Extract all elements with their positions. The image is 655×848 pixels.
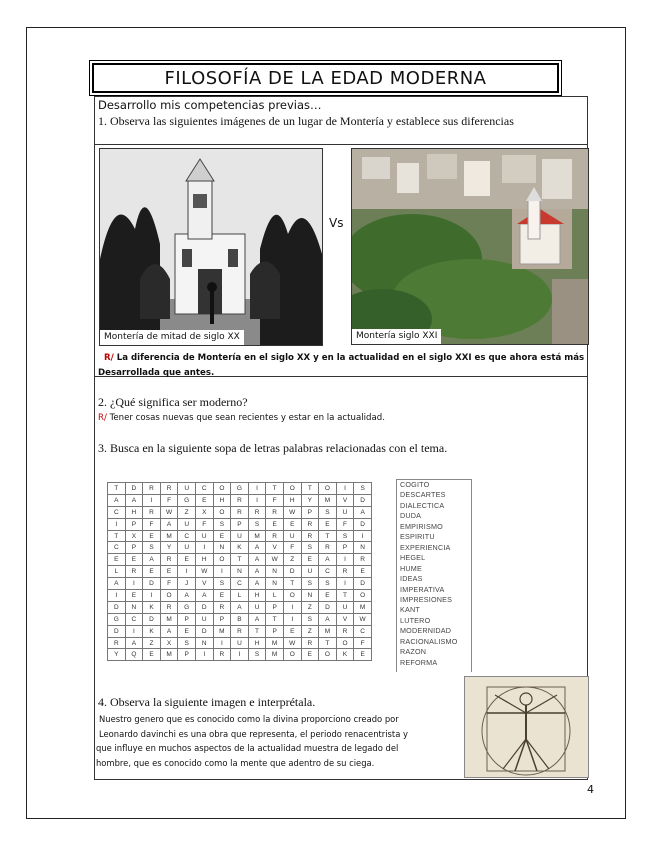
grid-cell: N	[301, 590, 319, 602]
grid-cell: D	[195, 625, 213, 637]
grid-cell: T	[266, 613, 284, 625]
grid-cell: E	[108, 554, 126, 566]
grid-cell: U	[231, 530, 249, 542]
grid-cell: T	[336, 590, 354, 602]
grid-cell: V	[336, 494, 354, 506]
grid-row	[108, 483, 372, 495]
grid-cell: Y	[301, 494, 319, 506]
grid-cell: F	[160, 494, 178, 506]
grid-cell: X	[160, 637, 178, 649]
grid-cell: R	[160, 601, 178, 613]
grid-row	[108, 554, 372, 566]
photo-monteria-new	[351, 148, 589, 345]
grid-cell: P	[125, 518, 143, 530]
grid-cell: V	[336, 613, 354, 625]
grid-cell: W	[283, 506, 301, 518]
grid-row	[108, 542, 372, 554]
word-list-item: EMPIRISMO	[400, 521, 443, 531]
grid-cell: C	[231, 578, 249, 590]
grid-cell: R	[248, 506, 266, 518]
grid-cell: S	[178, 637, 196, 649]
grid-cell: H	[248, 590, 266, 602]
answer-4-line: Nuestro genero que es conocido como la divina proporciono creado por	[99, 714, 399, 724]
grid-cell: G	[178, 494, 196, 506]
grid-row	[108, 590, 372, 602]
grid-cell: I	[283, 601, 301, 613]
grid-cell: C	[178, 530, 196, 542]
grid-cell: F	[283, 542, 301, 554]
answer-4-line: hombre, que es conocido como la mente que adentro de su ciega.	[96, 757, 375, 768]
grid-cell: N	[266, 566, 284, 578]
grid-cell: D	[108, 601, 126, 613]
grid-cell: I	[336, 483, 354, 495]
grid-cell: Y	[160, 542, 178, 554]
grid-cell: W	[266, 554, 284, 566]
grid-cell: R	[266, 506, 284, 518]
grid-cell: W	[354, 613, 372, 625]
grid-cell: G	[231, 483, 249, 495]
grid-cell: Q	[125, 649, 143, 661]
grid-cell: E	[178, 625, 196, 637]
word-list-item: DESCARTES	[400, 490, 446, 500]
grid-cell: I	[108, 590, 126, 602]
grid-cell: S	[301, 613, 319, 625]
grid-cell: C	[108, 542, 126, 554]
grid-cell: N	[354, 542, 372, 554]
grid-cell: U	[231, 637, 249, 649]
grid-cell: E	[319, 518, 337, 530]
grid-cell: K	[336, 649, 354, 661]
grid-cell: R	[231, 494, 249, 506]
grid-cell: C	[125, 613, 143, 625]
word-list-item: IMPERATIVA	[400, 584, 445, 594]
grid-cell: S	[336, 530, 354, 542]
grid-cell: W	[195, 566, 213, 578]
grid-cell: U	[178, 518, 196, 530]
word-list-item: DIALECTICA	[400, 500, 445, 510]
grid-cell: U	[195, 530, 213, 542]
grid-cell: O	[319, 483, 337, 495]
grid-cell: O	[354, 590, 372, 602]
grid-cell: R	[160, 554, 178, 566]
grid-cell: J	[178, 578, 196, 590]
grid-cell: O	[283, 483, 301, 495]
word-list-item: RACIONALISMO	[400, 636, 458, 646]
grid-cell: R	[231, 625, 249, 637]
grid-cell: N	[266, 578, 284, 590]
grid-cell: A	[178, 590, 196, 602]
grid-cell: A	[248, 578, 266, 590]
grid-cell: M	[319, 494, 337, 506]
grid-cell: A	[125, 494, 143, 506]
grid-cell: R	[266, 530, 284, 542]
grid-cell: N	[231, 566, 249, 578]
word-list-item: ESPIRITU	[400, 532, 435, 542]
grid-cell: E	[213, 590, 231, 602]
grid-row	[108, 625, 372, 637]
answer-1-line-2: Desarrollada que antes.	[98, 368, 215, 378]
grid-cell: D	[108, 625, 126, 637]
grid-cell: M	[354, 601, 372, 613]
grid-cell: V	[266, 542, 284, 554]
caption-new: Montería siglo XXI	[352, 329, 441, 344]
word-list-item: COGITO	[400, 480, 430, 489]
grid-cell: U	[178, 483, 196, 495]
grid-cell: R	[301, 637, 319, 649]
grid-cell: D	[143, 578, 161, 590]
grid-cell: S	[319, 578, 337, 590]
word-list-item: EXPERIENCIA	[400, 542, 451, 552]
grid-cell: N	[195, 637, 213, 649]
grid-cell: Z	[283, 554, 301, 566]
answer-4	[96, 712, 464, 770]
grid-cell: F	[160, 578, 178, 590]
grid-cell: W	[160, 506, 178, 518]
grid-cell: M	[266, 637, 284, 649]
grid-cell: L	[108, 566, 126, 578]
grid-cell: T	[319, 530, 337, 542]
grid-row	[108, 530, 372, 542]
grid-cell: Z	[143, 637, 161, 649]
grid-cell: I	[248, 494, 266, 506]
grid-cell: I	[143, 494, 161, 506]
grid-cell: O	[213, 483, 231, 495]
grid-cell: D	[125, 483, 143, 495]
grid-cell: A	[143, 554, 161, 566]
grid-cell: P	[213, 613, 231, 625]
grid-cell: T	[266, 483, 284, 495]
grid-cell: I	[213, 637, 231, 649]
grid-cell: S	[213, 518, 231, 530]
grid-cell: L	[266, 590, 284, 602]
grid-cell: M	[213, 625, 231, 637]
vitruvian-man-illustration	[465, 677, 588, 777]
grid-cell: U	[178, 542, 196, 554]
grid-cell: T	[301, 483, 319, 495]
grid-cell: O	[283, 590, 301, 602]
grid-cell: E	[143, 566, 161, 578]
grid-cell: R	[336, 566, 354, 578]
grid-cell: A	[354, 506, 372, 518]
word-list	[396, 479, 472, 672]
grid-cell: R	[143, 483, 161, 495]
answer-marker: R/	[104, 353, 114, 363]
grid-cell: I	[231, 649, 249, 661]
question-4: 4. Observa la siguiente imagen e interprétala.	[98, 695, 316, 709]
grid-cell: I	[125, 578, 143, 590]
grid-cell: D	[319, 601, 337, 613]
grid-cell: U	[336, 506, 354, 518]
grid-cell: M	[160, 613, 178, 625]
grid-cell: K	[143, 601, 161, 613]
grid-cell: I	[248, 483, 266, 495]
grid-cell: A	[195, 590, 213, 602]
grid-cell: M	[160, 530, 178, 542]
answer-4-line: que influye en muchos aspectos de la actualidad muestra de legado del	[96, 743, 399, 754]
grid-cell: I	[336, 578, 354, 590]
grid-cell: O	[213, 506, 231, 518]
grid-row	[108, 518, 372, 530]
grid-cell: F	[143, 518, 161, 530]
grid-cell: R	[213, 649, 231, 661]
grid-cell: A	[248, 613, 266, 625]
grid-cell: W	[283, 637, 301, 649]
grid-cell: P	[266, 601, 284, 613]
grid-cell: E	[195, 494, 213, 506]
church-old-illustration	[100, 149, 322, 345]
grid-cell: E	[143, 649, 161, 661]
grid-cell: A	[231, 601, 249, 613]
grid-cell: I	[195, 649, 213, 661]
title-box	[89, 60, 562, 96]
answer-2	[98, 413, 385, 423]
grid-cell: D	[283, 566, 301, 578]
answer-2-text: Tener cosas nuevas que sean recientes y estar en la actualidad.	[109, 413, 385, 423]
grid-cell: M	[266, 649, 284, 661]
grid-cell: X	[125, 530, 143, 542]
grid-cell: E	[213, 530, 231, 542]
grid-cell: H	[125, 506, 143, 518]
grid-cell: E	[283, 625, 301, 637]
grid-cell: E	[125, 590, 143, 602]
grid-cell: R	[213, 601, 231, 613]
grid-cell: S	[213, 578, 231, 590]
grid-cell: Z	[301, 601, 319, 613]
grid-cell: G	[178, 601, 196, 613]
grid-cell: M	[160, 649, 178, 661]
grid-cell: S	[248, 518, 266, 530]
grid-cell: O	[336, 637, 354, 649]
grid-row	[108, 601, 372, 613]
grid-cell: R	[301, 518, 319, 530]
answer-marker: R/	[98, 413, 107, 423]
grid-cell: R	[301, 530, 319, 542]
grid-cell: F	[266, 494, 284, 506]
page-number: 4	[587, 783, 594, 796]
grid-cell: F	[354, 637, 372, 649]
grid-cell: D	[195, 601, 213, 613]
grid-cell: U	[283, 530, 301, 542]
grid-cell: U	[195, 613, 213, 625]
grid-cell: R	[108, 637, 126, 649]
grid-cell: S	[248, 649, 266, 661]
grid-cell: E	[354, 566, 372, 578]
grid-cell: I	[178, 566, 196, 578]
grid-cell: I	[143, 590, 161, 602]
word-list-item: MODERNIDAD	[400, 626, 452, 636]
grid-cell: P	[178, 613, 196, 625]
grid-cell: X	[195, 506, 213, 518]
grid-cell: C	[354, 625, 372, 637]
grid-cell: D	[354, 578, 372, 590]
word-list-item: DUDA	[400, 511, 422, 521]
grid-cell: F	[195, 518, 213, 530]
grid-cell: R	[354, 554, 372, 566]
grid-cell: T	[231, 554, 249, 566]
word-search-grid	[107, 482, 372, 661]
grid-row	[108, 494, 372, 506]
grid-cell: A	[160, 518, 178, 530]
grid-cell: O	[213, 554, 231, 566]
page-title: FILOSOFÍA DE LA EDAD MODERNA	[92, 63, 559, 93]
grid-cell: E	[319, 590, 337, 602]
question-3: 3. Busca en la siguiente sopa de letras palabras relacionadas con el tema.	[98, 441, 448, 455]
grid-cell: A	[319, 554, 337, 566]
grid-cell: N	[213, 542, 231, 554]
question-1: 1. Observa las siguientes imágenes de un lugar de Montería y establece sus diferencias	[98, 114, 514, 128]
word-list-item: IDEAS	[400, 574, 423, 584]
word-list-item: RAZON	[400, 647, 427, 657]
grid-cell: Y	[108, 649, 126, 661]
grid-cell: R	[125, 566, 143, 578]
grid-cell: A	[108, 494, 126, 506]
grid-cell: D	[354, 518, 372, 530]
grid-cell: E	[178, 554, 196, 566]
grid-cell: U	[301, 566, 319, 578]
grid-cell: U	[336, 601, 354, 613]
word-list-item: HEGEL	[400, 553, 426, 563]
grid-cell: I	[213, 566, 231, 578]
word-list-item: IMPRESIONES	[400, 594, 453, 604]
grid-cell: I	[108, 518, 126, 530]
grid-cell: V	[195, 578, 213, 590]
caption-old: Montería de mitad de siglo XX	[100, 330, 244, 345]
grid-cell: E	[125, 554, 143, 566]
grid-cell: E	[301, 649, 319, 661]
grid-row	[108, 613, 372, 625]
grid-cell: R	[231, 506, 249, 518]
section-heading: Desarrollo mis competencias previas…	[98, 98, 322, 112]
grid-cell: S	[301, 542, 319, 554]
grid-cell: C	[108, 506, 126, 518]
grid-cell: A	[248, 566, 266, 578]
grid-cell: P	[266, 625, 284, 637]
answer-4-line: Leonardo davinchi es una obra que representa, el periodo renacentrista y	[99, 728, 408, 739]
grid-cell: S	[354, 483, 372, 495]
grid-cell: S	[301, 578, 319, 590]
question-2: 2. ¿Qué significa ser moderno?	[98, 395, 248, 409]
grid-row	[108, 566, 372, 578]
grid-cell: R	[143, 506, 161, 518]
grid-cell: G	[108, 613, 126, 625]
grid-cell: T	[248, 625, 266, 637]
grid-row	[108, 637, 372, 649]
grid-cell: M	[248, 530, 266, 542]
grid-cell: R	[160, 483, 178, 495]
grid-cell: D	[354, 494, 372, 506]
grid-cell: L	[231, 590, 249, 602]
grid-cell: P	[178, 649, 196, 661]
grid-cell: Z	[178, 506, 196, 518]
grid-cell: N	[125, 601, 143, 613]
grid-cell: R	[319, 542, 337, 554]
grid-cell: I	[354, 530, 372, 542]
grid-cell: S	[143, 542, 161, 554]
grid-cell: R	[336, 625, 354, 637]
grid-cell: E	[160, 566, 178, 578]
grid-cell: P	[301, 506, 319, 518]
grid-cell: H	[248, 637, 266, 649]
grid-cell: T	[108, 483, 126, 495]
grid-cell: A	[319, 613, 337, 625]
grid-cell: O	[160, 590, 178, 602]
grid-cell: A	[108, 578, 126, 590]
grid-cell: M	[319, 625, 337, 637]
grid-cell: H	[213, 494, 231, 506]
word-list-item: HUME	[400, 563, 422, 573]
grid-cell: S	[319, 506, 337, 518]
word-list-item: KANT	[400, 605, 420, 615]
grid-cell: Z	[301, 625, 319, 637]
grid-cell: B	[231, 613, 249, 625]
grid-cell: I	[336, 554, 354, 566]
grid-cell: C	[195, 483, 213, 495]
grid-cell: O	[283, 649, 301, 661]
grid-cell: E	[301, 554, 319, 566]
grid-cell: T	[108, 530, 126, 542]
grid-cell: H	[195, 554, 213, 566]
grid-cell: P	[125, 542, 143, 554]
grid-cell: O	[319, 649, 337, 661]
grid-cell: E	[283, 518, 301, 530]
grid-cell: A	[125, 637, 143, 649]
vitruvian-man-image	[464, 676, 589, 778]
grid-cell: I	[125, 625, 143, 637]
grid-cell: H	[283, 494, 301, 506]
grid-cell: P	[231, 518, 249, 530]
grid-row	[108, 578, 372, 590]
word-list-item: LUTERO	[400, 615, 431, 625]
grid-cell: P	[336, 542, 354, 554]
grid-cell: C	[319, 566, 337, 578]
grid-cell: K	[143, 625, 161, 637]
vs-label: Vs	[329, 216, 344, 230]
grid-cell: K	[231, 542, 249, 554]
grid-cell: T	[319, 637, 337, 649]
grid-cell: A	[248, 554, 266, 566]
grid-cell: E	[354, 649, 372, 661]
grid-cell: U	[248, 601, 266, 613]
grid-cell: E	[143, 530, 161, 542]
grid-cell: A	[248, 542, 266, 554]
grid-row	[108, 649, 372, 661]
grid-cell: I	[283, 613, 301, 625]
grid-cell: I	[195, 542, 213, 554]
word-list-item: REFORMA	[400, 657, 438, 667]
answer-1-line-1	[104, 353, 584, 363]
grid-cell: T	[283, 578, 301, 590]
city-aerial-illustration	[352, 149, 588, 344]
photo-monteria-old	[99, 148, 323, 346]
grid-cell: A	[160, 625, 178, 637]
grid-cell: E	[266, 518, 284, 530]
divider	[95, 144, 587, 145]
grid-cell: D	[143, 613, 161, 625]
grid-cell: F	[336, 518, 354, 530]
answer-1-text: La diferencia de Montería en el siglo XX y en la actualidad en el siglo XXI es que ahora está más	[116, 353, 585, 363]
grid-row	[108, 506, 372, 518]
